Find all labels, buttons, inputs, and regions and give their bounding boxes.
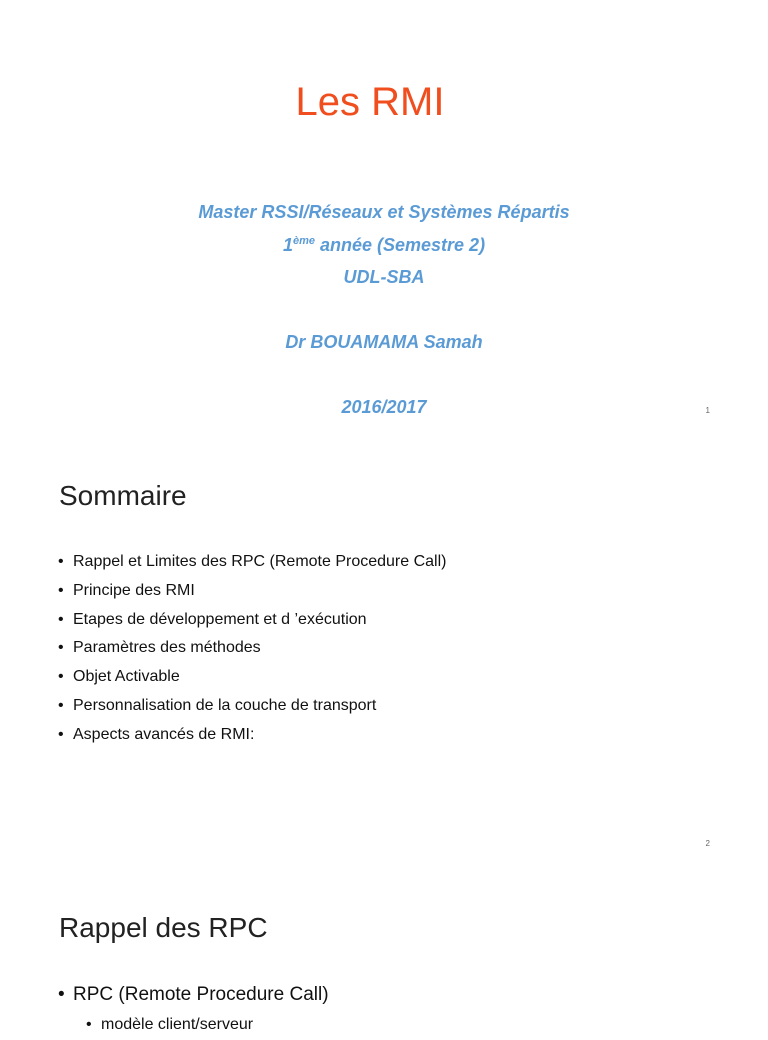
list-item (58, 980, 329, 1010)
summary-list (58, 548, 446, 750)
list-item-text: Personnalisation de la couche de transport (73, 696, 377, 714)
subtitle-block (0, 196, 768, 424)
spacer (0, 359, 768, 392)
rpc-list (58, 980, 329, 1040)
list-item (58, 634, 446, 663)
list-item-text: Principe des RMI (73, 581, 195, 599)
year-semester-line (0, 229, 768, 262)
list-item (58, 548, 446, 577)
bullet-icon: • (58, 696, 64, 714)
bullet-icon: • (58, 581, 64, 599)
university-line: UDL-SBA (343, 267, 425, 287)
slide-summary (0, 432, 768, 864)
slide-title (0, 0, 768, 432)
rpc-sub-list (58, 1010, 329, 1040)
spacer (0, 294, 768, 327)
rpc-heading: Rappel des RPC (59, 912, 268, 943)
bullet-icon: • (58, 725, 64, 743)
presentation-title: Les RMI (295, 80, 445, 124)
slide-rpc-recap (0, 864, 768, 1033)
academic-year-line: 2016/2017 (341, 397, 427, 417)
sub-list-item (86, 1010, 329, 1040)
list-item-text: Objet Activable (73, 668, 180, 686)
list-item-text: Rappel et Limites des RPC (Remote Procedure Call) (73, 553, 447, 570)
sub-list-item-text: modèle client/serveur (101, 1016, 254, 1033)
sub-list-container (58, 1010, 329, 1040)
list-item (58, 606, 446, 635)
list-item (58, 577, 446, 606)
list-item (58, 663, 446, 692)
bullet-icon: • (58, 610, 64, 628)
program-line: Master RSSI/Réseaux et Systèmes Répartis (198, 202, 570, 222)
list-item-text: Aspects avancés de RMI: (73, 725, 255, 743)
bullet-icon: • (58, 668, 64, 686)
bullet-icon: • (86, 1016, 92, 1033)
list-item (58, 721, 446, 750)
list-item (58, 692, 446, 721)
author-line: Dr BOUAMAMA Samah (285, 332, 483, 352)
semester-text: année (Semestre 2) (314, 234, 486, 255)
year-ordinal: 1 (282, 234, 293, 255)
list-item-text: Etapes de développement et d ’exécution (73, 610, 367, 628)
bullet-icon: • (58, 553, 64, 570)
bullet-icon: • (58, 639, 64, 657)
list-item-text: RPC (Remote Procedure Call) (73, 984, 329, 1005)
year-ordinal-suffix: ème (292, 234, 315, 247)
bullet-icon: • (58, 984, 65, 1005)
page-number: 1 (705, 406, 710, 415)
page-number: 2 (705, 839, 710, 848)
list-item-text: Paramètres des méthodes (73, 639, 261, 657)
summary-heading: Sommaire (59, 480, 187, 511)
